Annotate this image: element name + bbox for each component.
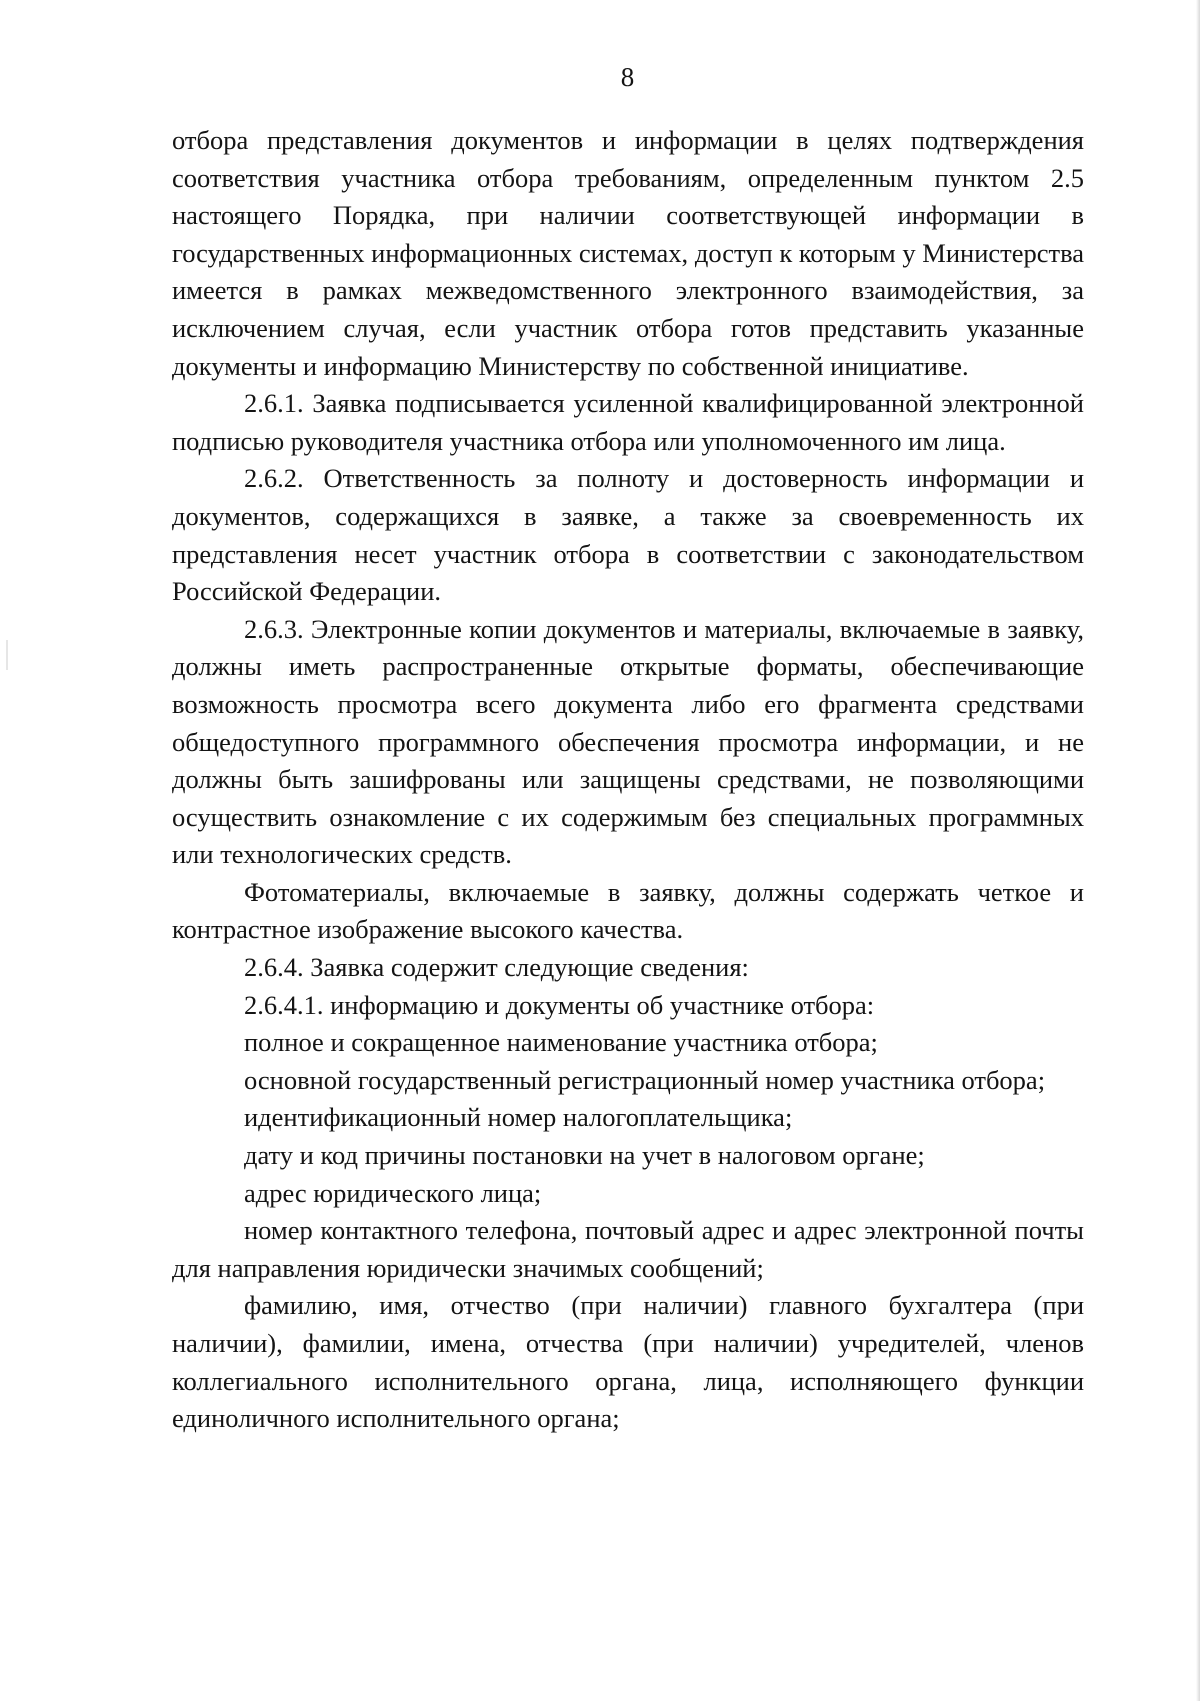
list-item-name: полное и сокращенное наименование участника отбора; [244,1027,878,1058]
paragraph-2-6-2: 2.6.2. Ответственность за полноту и достоверность информации и документов, содержащихся в заявке, а также за своевременность их представления несет участник отбора в соответствии с законодательством Российской Федерации. [172,463,1084,607]
paragraph-continuation: отбора представления документов и информации в целях подтверждения соответствия участника отбора требованиям, определенным пунктом 2.5 настоящего Порядка, при наличии соответствующей информации в государственных информационных системах, доступ к которым у Министерства имеется в рамках межведомственного электронного взаимодействия, за исключением случая, если участник отбора готов представить указанные документы и информацию Министерству по собственной инициативе. [172,125,1084,381]
list-item-contacts: номер контактного телефона, почтовый адрес и адрес электронной почты для направления юридически значимых сообщений; [172,1215,1084,1283]
paragraph-2-6-1: 2.6.1. Заявка подписывается усиленной квалифицированной электронной подписью руководителя участника отбора или уполномоченного им лица. [172,388,1084,456]
list-item-inn: идентификационный номер налогоплательщика; [244,1102,793,1133]
list-item-kpp: дату и код причины постановки на учет в налоговом органе; [244,1140,925,1171]
page-number: 8 [620,62,635,92]
paragraph-photo-materials: Фотоматериалы, включаемые в заявку, должны содержать четкое и контрастное изображение высокого качества. [172,876,1084,945]
list-item-address: адрес юридического лица; [244,1177,542,1208]
scan-edge [1196,0,1200,1701]
paragraph-2-6-4: 2.6.4. Заявка содержит следующие сведения: [244,952,749,983]
paragraph-2-6-3: 2.6.3. Электронные копии документов и материалы, включаемые в заявку, должны иметь распространенные открытые форматы, обеспечивающие возможность просмотра всего документа либо его фрагмента средствами общедоступного программного обеспечения просмотра информации, и не должны быть зашифрованы или защищены средствами, не позволяющими осуществить ознакомление с их содержимым без специальных программных или технологических средств. [172,613,1084,870]
document-body [172,122,1084,1438]
list-item-ogrn: основной государственный регистрационный номер участника отбора; [244,1064,1046,1095]
list-item-persons: фамилию, имя, отчество (при наличии) главного бухгалтера (при наличии), фамилии, имена, отчества (при наличии) учредителей, членов коллегиального исполнительного органа, лица, исполняющего функции единоличного исполнительного органа; [172,1290,1084,1434]
scan-mark [6,640,8,670]
paragraph-2-6-4-1: 2.6.4.1. информацию и документы об участнике отбора: [244,989,875,1020]
